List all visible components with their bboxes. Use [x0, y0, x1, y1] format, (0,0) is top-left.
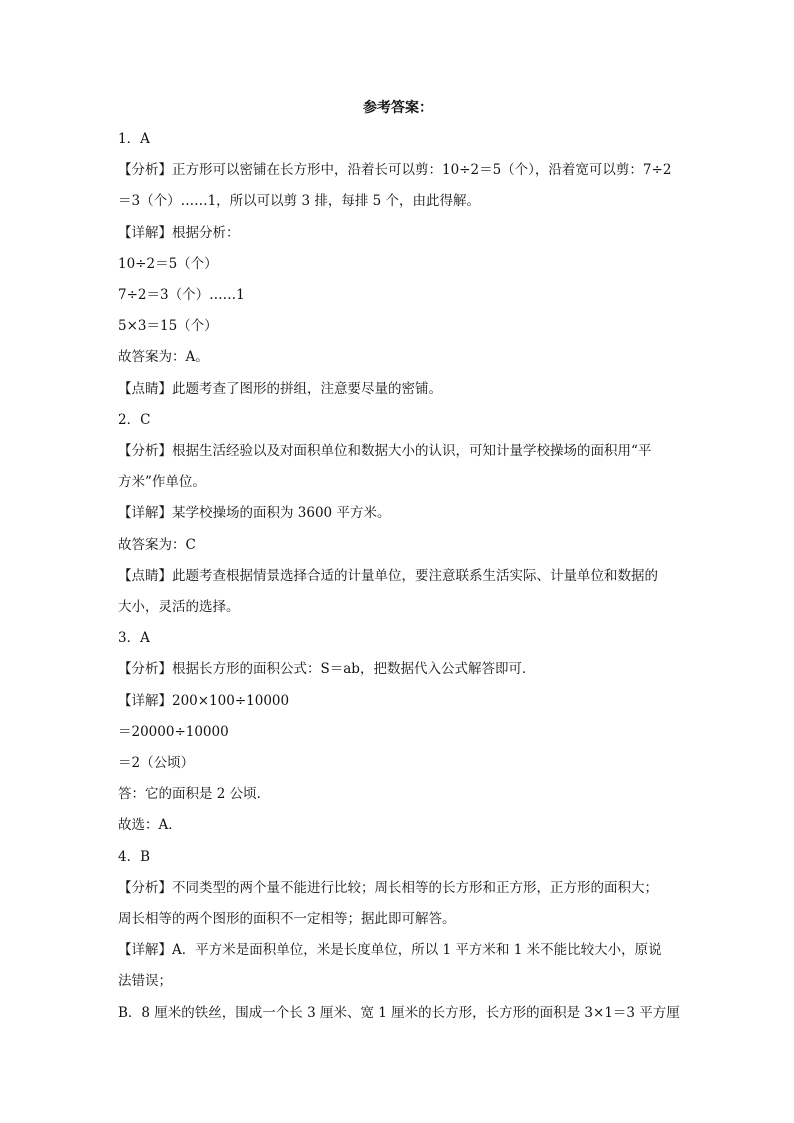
- line-q3-analysis: 【分析】根据长方形的面积公式：S＝ab，把数据代入公式解答即可．: [118, 661, 536, 678]
- line-q1-calc-1: 10÷2＝5（个）: [118, 255, 218, 272]
- line-q4-analysis-1: 【分析】不同类型的两个量不能进行比较；周长相等的长方形和正方形，正方形的面积大；: [118, 879, 658, 896]
- line-q2-analysis-1: 【分析】根据生活经验以及对面积单位和数据大小的认识，可知计量学校操场的面积用“平: [118, 443, 652, 460]
- line-q2-comment-1: 【点睛】此题考查根据情景选择合适的计量单位，要注意联系生活实际、计量单位和数据的: [118, 567, 658, 584]
- line-q3-calc-2: ＝2（公顷）: [118, 755, 195, 772]
- line-q4-detail-a-2: 法错误；: [118, 973, 172, 990]
- line-q2-analysis-2: 方米”作单位。: [118, 474, 206, 491]
- line-q4-detail-b: B．8 厘米的铁丝，围成一个长 3 厘米、宽 1 厘米的长方形，长方形的面积是 3×1＝3 平方厘: [118, 1004, 680, 1021]
- line-q3-detail: 【详解】200×100÷10000: [118, 692, 290, 709]
- line-q4-header: 4．B: [118, 848, 151, 865]
- line-q1-detail: 【详解】根据分析：: [118, 224, 240, 241]
- line-q1-analysis-2: ＝3（个）……1，所以可以剪 3 排，每排 5 个，由此得解。: [118, 193, 481, 210]
- line-q1-answer: 故答案为：A。: [118, 349, 209, 366]
- line-q1-comment: 【点睛】此题考查了图形的拼组，注意要尽量的密铺。: [118, 380, 442, 397]
- line-q4-analysis-2: 周长相等的两个图形的面积不一定相等；据此即可解答。: [118, 911, 456, 928]
- line-q4-detail-a-1: 【详解】A．平方米是面积单位，米是长度单位，所以 1 平方米和 1 米不能比较大小，原说: [118, 942, 662, 959]
- line-q3-calc-1: ＝20000÷10000: [118, 723, 229, 740]
- line-q2-detail: 【详解】某学校操场的面积为 3600 平方米。: [118, 505, 391, 522]
- line-q2-comment-2: 大小，灵活的选择。: [118, 599, 240, 616]
- line-q1-header: 1．A: [118, 131, 150, 147]
- line-q3-answer: 故选：A．: [118, 817, 182, 834]
- line-q2-answer: 故答案为：C: [118, 536, 196, 553]
- line-q3-reply: 答：它的面积是 2 公顷．: [118, 786, 271, 803]
- answer-body: [118, 124, 678, 1029]
- line-q3-header: 3．A: [118, 630, 150, 647]
- line-q1-calc-3: 5×3＝15（个）: [118, 318, 218, 335]
- line-q1-calc-2: 7÷2＝3（个）……1: [118, 287, 245, 304]
- answer-document: [118, 94, 678, 1029]
- line-q1-analysis-1: 【分析】正方形可以密铺在长方形中，沿着长可以剪：10÷2＝5（个），沿着宽可以剪：7÷2: [118, 162, 672, 179]
- line-q2-header: 2．C: [118, 411, 151, 428]
- page-title: 参考答案：: [363, 100, 433, 116]
